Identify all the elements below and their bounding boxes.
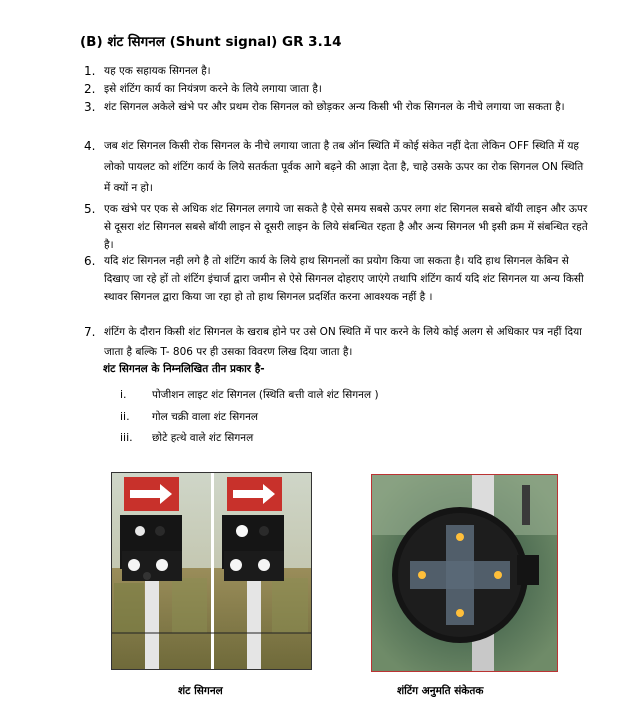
item-text: यदि शंट सिगनल नही लगे है तो शंटिंग कार्य के लिये हाथ सिगनलों का प्रयोग किया जा सकता है। यदि हाथ सिगनल केबिन से दिखाए जा रहे हों तो शंटिंग इंचार्ज द्वारा जमीन से ऐसे सिगनल दोहराए जाएंगे तथापि शंटिंग कार्य यदि शंट सिगनल या अन्य किसी स्थावर सिगनल द्वारा किया जा रहा हो तो हाथ सिगनल प्रदर्शित करना आवश्यक नहीं है ।: [104, 255, 584, 303]
shunt-signal-image: [112, 473, 311, 669]
type-text: छोटे हत्थे वाले शंट सिगनल: [152, 432, 254, 444]
item-number: 1.: [84, 64, 96, 78]
list-item-6: [84, 252, 589, 306]
list-item-2: [84, 80, 589, 98]
item-number: 7.: [84, 325, 96, 339]
list-item-4: [84, 136, 589, 199]
item-number: 3.: [84, 100, 96, 114]
list-item-3: [84, 98, 589, 116]
item-number: 5.: [84, 202, 96, 216]
item-text: शंट सिगनल अकेले खंभे पर और प्रथम रोक सिगनल को छोड़कर अन्य किसी भी रोक सिगनल के नीचे लगाया जा सकता है।: [104, 101, 565, 113]
item-text: जब शंट सिगनल किसी रोक सिगनल के नीचे लगाया जाता है तब ऑन स्थिति में कोई संकेत नहीं देता लेकिन OFF स्थिति में यह लोको पायलट को शंटिंग कार्य के लिये सतर्कता पूर्वक आगे बढ़ने की आज्ञा देता है, चाहे उसके ऊपर का रोक सिगनल ON स्थिति में क्यों न हो।: [104, 140, 584, 194]
type-item-3: [120, 431, 253, 445]
item-text: इसे शंटिंग कार्य का नियंत्रण करने के लिये लगाया जाता है।: [104, 83, 322, 95]
item-text: यह एक सहायक सिगनल है।: [104, 65, 211, 77]
page-title: (B) शंट सिगनल (Shunt signal) GR 3.14: [80, 34, 342, 50]
type-number: iii.: [120, 431, 133, 444]
type-number: i.: [120, 388, 127, 401]
shunting-indicator-photo: [371, 474, 558, 672]
list-item-5: [84, 200, 589, 254]
item-text: शंटिंग के दौरान किसी शंट सिगनल के खराब होने पर उसे ON स्थिति में पार करने के लिये कोई अलग से अधिकार पत्र नहीं दिया जाता है बल्कि T- 806 पर ही उसका विवरण लिख दिया जाता है।: [104, 326, 582, 358]
type-item-1: [120, 388, 379, 402]
item-number: 6.: [84, 254, 96, 268]
item-text: एक खंभे पर एक से अधिक शंट सिगनल लगाये जा सकते है ऐसे समय सबसे ऊपर लगा शंट सिगनल सबसे बॉयी लाइन और ऊपर से दूसरा शंट सिगनल सबसे बॉयी लाइन से दूसरी लाइन के लिये संबन्धित रहता है और अन्य सिगनल भी इसी क्रम में संबन्धित रहते है।: [104, 203, 588, 251]
shunting-indicator-image: [372, 475, 557, 671]
list-item-7: [84, 322, 589, 362]
types-heading: शंट सिगनल के निम्नलिखित तीन प्रकार है-: [103, 363, 265, 375]
type-text: पोजीशन लाइट शंट सिगनल (स्थिति बत्ती वाले शंट सिगनल ): [152, 389, 379, 401]
item-number: 2.: [84, 82, 96, 96]
caption-shunt-signal: शंट सिगनल: [178, 685, 223, 697]
caption-shunting-indicator: शंटिंग अनुमति संकेतक: [397, 685, 484, 697]
type-item-2: [120, 410, 258, 424]
list-item-1: [84, 62, 589, 80]
shunt-signal-photo: [111, 472, 312, 670]
type-number: ii.: [120, 410, 130, 423]
type-text: गोल चक्री वाला शंट सिगनल: [152, 411, 259, 423]
item-number: 4.: [84, 139, 96, 153]
